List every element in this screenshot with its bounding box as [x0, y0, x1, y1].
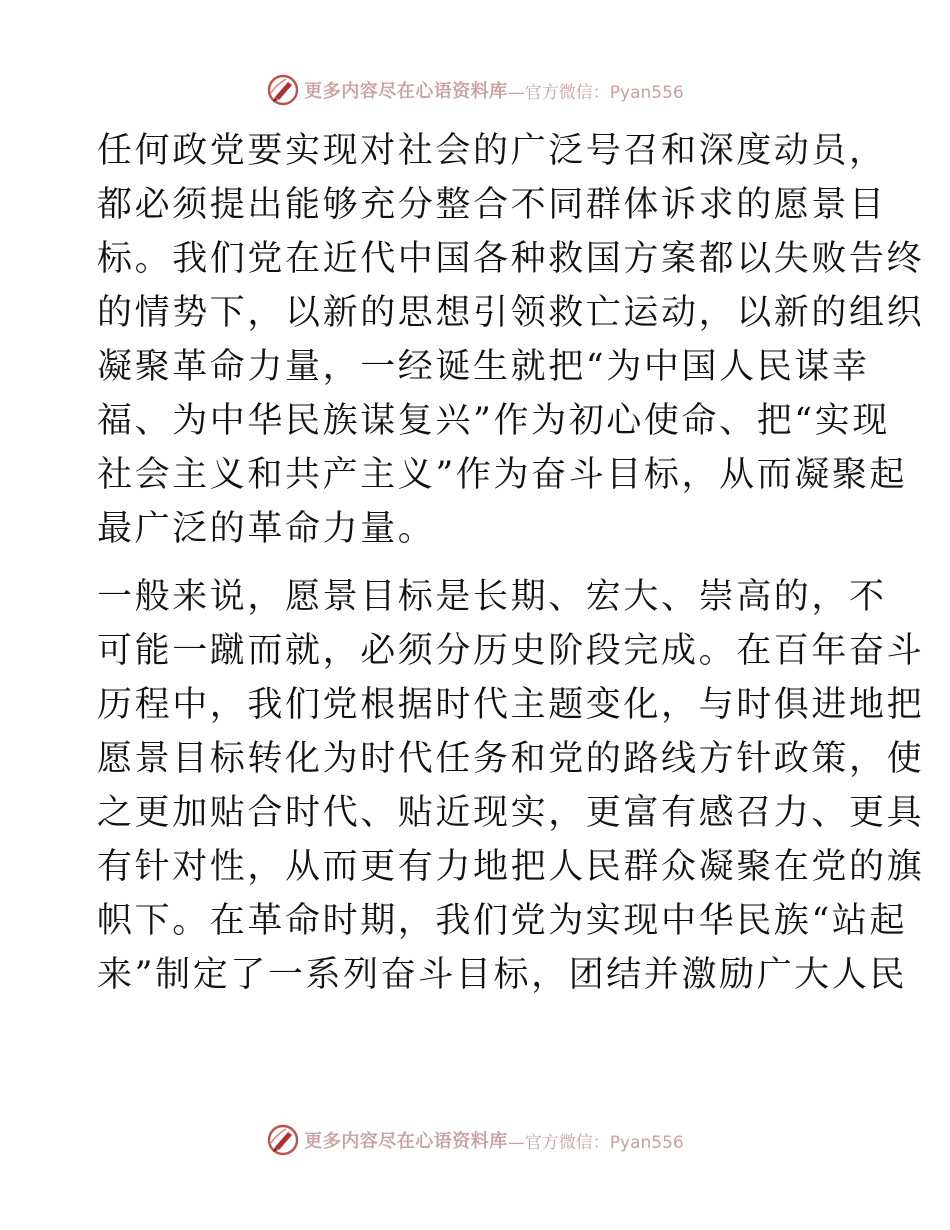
banner-contact-text: —官方微信：Pyan556 [507, 1132, 684, 1153]
paragraph-2 [97, 570, 925, 1002]
text-line: 之更加贴合时代、贴近现实，更富有感召力、更具 [97, 793, 925, 833]
paragraph-1 [97, 124, 925, 556]
text-line: 历程中，我们党根据时代主题变化，与时俱进地把 [97, 685, 925, 725]
text-line: 都必须提出能够充分整合不同群体诉求的愿景目 [97, 185, 887, 225]
banner-lead-text: 更多内容尽在心语资料库 [304, 1131, 508, 1152]
text-line: 可能一蹴而就，必须分历史阶段完成。在百年奋斗 [97, 631, 925, 671]
banner-lead-text: 更多内容尽在心语资料库 [304, 81, 508, 102]
pen-logo-icon [266, 73, 300, 107]
text-line: 标。我们党在近代中国各种救国方案都以失败告终 [97, 239, 925, 279]
text-line: 福、为中华民族谋复兴”作为初心使命、把“实现 [97, 401, 890, 441]
header-banner [0, 70, 950, 110]
text-line: 任何政党要实现对社会的广泛号召和深度动员， [97, 131, 887, 171]
text-line: 来”制定了一系列奋斗目标，团结并激励广大人民 [97, 955, 908, 995]
document-body [97, 124, 925, 1002]
text-line: 凝聚革命力量，一经诞生就把“为中国人民谋幸 [97, 347, 870, 387]
pen-logo-icon [266, 1123, 300, 1157]
text-line: 社会主义和共产主义”作为奋斗目标，从而凝聚起 [97, 455, 908, 495]
text-line: 最广泛的革命力量。 [97, 509, 436, 549]
text-line: 帜下。在革命时期，我们党为实现中华民族“站起 [97, 901, 908, 941]
banner-contact-text: —官方微信：Pyan556 [507, 82, 684, 103]
text-line: 愿景目标转化为时代任务和党的路线方针政策，使 [97, 739, 925, 779]
text-line: 有针对性，从而更有力地把人民群众凝聚在党的旗 [97, 847, 925, 887]
text-line: 一般来说，愿景目标是长期、宏大、崇高的，不 [97, 577, 887, 617]
footer-banner [0, 1120, 950, 1160]
text-line: 的情势下，以新的思想引领救亡运动，以新的组织 [97, 293, 925, 333]
